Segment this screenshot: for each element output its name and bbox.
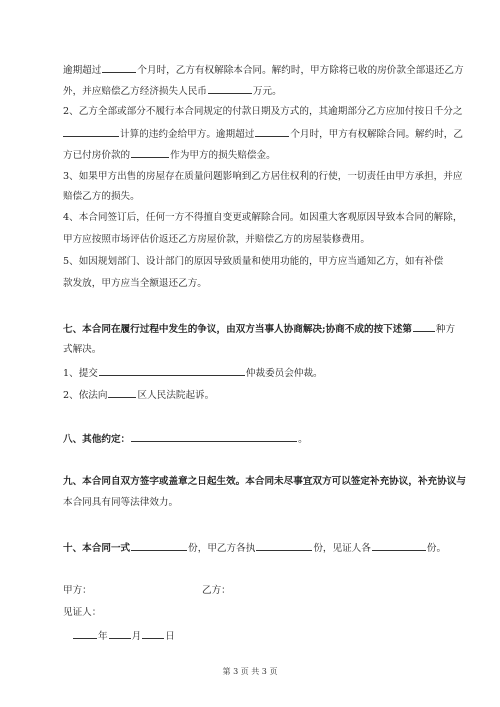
blank-field xyxy=(63,126,119,137)
section-heading: 八、其他约定： xyxy=(63,434,131,445)
effect-line xyxy=(63,496,443,510)
blank-field xyxy=(108,387,136,398)
clause-line xyxy=(63,147,443,163)
text: 外，并应赔偿乙方经济损失人民币 xyxy=(63,86,207,97)
text: 赔偿乙方的损失。 xyxy=(63,191,140,202)
dispute-line xyxy=(63,343,443,357)
text: 计算的违约金给甲方。逾期超过 xyxy=(120,129,255,140)
text: 年 xyxy=(98,631,108,642)
text: 九、本合同自双方签字或盖章之日起生效。本合同未尽事宜双方可以签定补充协议，补充协议与 xyxy=(63,476,466,487)
text: 区人民法院起诉。 xyxy=(137,390,215,401)
text: 万元。 xyxy=(252,86,282,97)
clause-line xyxy=(63,83,443,99)
text: 本合同具有同等法律效力。 xyxy=(63,497,179,508)
page-number: 第 3 页 共 3 页 xyxy=(222,667,278,676)
text: 1、提交 xyxy=(63,368,98,379)
blank-field xyxy=(372,540,426,551)
witness-line xyxy=(63,606,443,620)
clause-line xyxy=(63,62,464,78)
clause-line xyxy=(63,255,443,269)
text: 份，甲乙方各执 xyxy=(188,543,256,554)
clause-line xyxy=(63,170,463,184)
text: 月 xyxy=(131,631,142,642)
clause-line xyxy=(63,126,463,142)
dispute-line xyxy=(63,365,443,381)
clause-line xyxy=(63,277,443,291)
text: 2、依法向 xyxy=(63,390,108,401)
dispute-line xyxy=(63,387,443,403)
signature-line xyxy=(202,584,302,598)
other-agreement-line xyxy=(63,431,443,447)
blank-field xyxy=(255,126,289,137)
text: 七、本合同在履行过程中发生的争议，由双方当事人协商解决;协商不成的按下述第 xyxy=(63,324,412,335)
blank-field xyxy=(413,321,435,332)
dispute-line xyxy=(63,321,456,337)
party-a-label: 甲方： xyxy=(63,585,92,596)
text: 4、本合同签订后，任何一方不得擅自变更或解除合同。如因重大客观原因导致本合同的解除， xyxy=(63,212,463,223)
blank-field xyxy=(208,83,252,94)
text: 2、乙方全部或部分不履行本合同规定的付款日期及方式的，其逾期部分乙方应加付按日千分之 xyxy=(63,106,463,117)
text: 款发放，甲方应当全额退还乙方。 xyxy=(63,278,207,289)
blank-field xyxy=(73,628,97,639)
clause-line xyxy=(63,211,463,225)
blank-field xyxy=(131,431,297,442)
text: 个月时，乙方有权解除本合同。解约时，甲方除将已收的房价款全部退还乙方 xyxy=(137,65,464,76)
witness-label: 见证人： xyxy=(63,607,102,618)
text: 种方 xyxy=(435,324,456,335)
blank-field xyxy=(109,628,131,639)
effect-line xyxy=(63,475,466,489)
text: 。 xyxy=(298,434,308,445)
text: 作为甲方的损失赔偿金。 xyxy=(170,150,276,161)
text: 日 xyxy=(165,631,175,642)
text: 甲方应按照市场评估价返还乙方房屋价款，并赔偿乙方的房屋装修费用。 xyxy=(63,234,370,245)
text: 逾期超过 xyxy=(63,65,102,76)
blank-field xyxy=(131,540,187,551)
text: 仲裁委员会仲裁。 xyxy=(245,368,323,379)
date-line xyxy=(63,628,443,644)
text: 份。 xyxy=(426,543,447,554)
text: 份，见证人各 xyxy=(313,543,371,554)
clause-line xyxy=(63,190,443,204)
blank-field xyxy=(256,540,312,551)
clause-line xyxy=(63,105,463,119)
blank-field xyxy=(131,147,169,158)
clause-line xyxy=(63,233,443,247)
blank-field xyxy=(142,628,164,639)
text: 十、本合同一式 xyxy=(63,543,131,554)
blank-field xyxy=(102,62,136,73)
text: 个月时，甲方有权解除合同。解约时，乙 xyxy=(290,129,463,140)
copies-line xyxy=(63,540,447,556)
party-b-label: 乙方： xyxy=(202,585,231,596)
text: 3、如果甲方出售的房屋存在质量问题影响到乙方居住权利的行使，一切责任由甲方承担，并应 xyxy=(63,171,463,182)
text: 式解决。 xyxy=(63,344,102,355)
text: 5、如因规划部门、设计部门的原因导致质量和使用功能的，甲方应当通知乙方，如有补偿 xyxy=(63,256,444,267)
blank-field xyxy=(99,365,245,376)
text: 方已付房价款的 xyxy=(63,150,131,161)
